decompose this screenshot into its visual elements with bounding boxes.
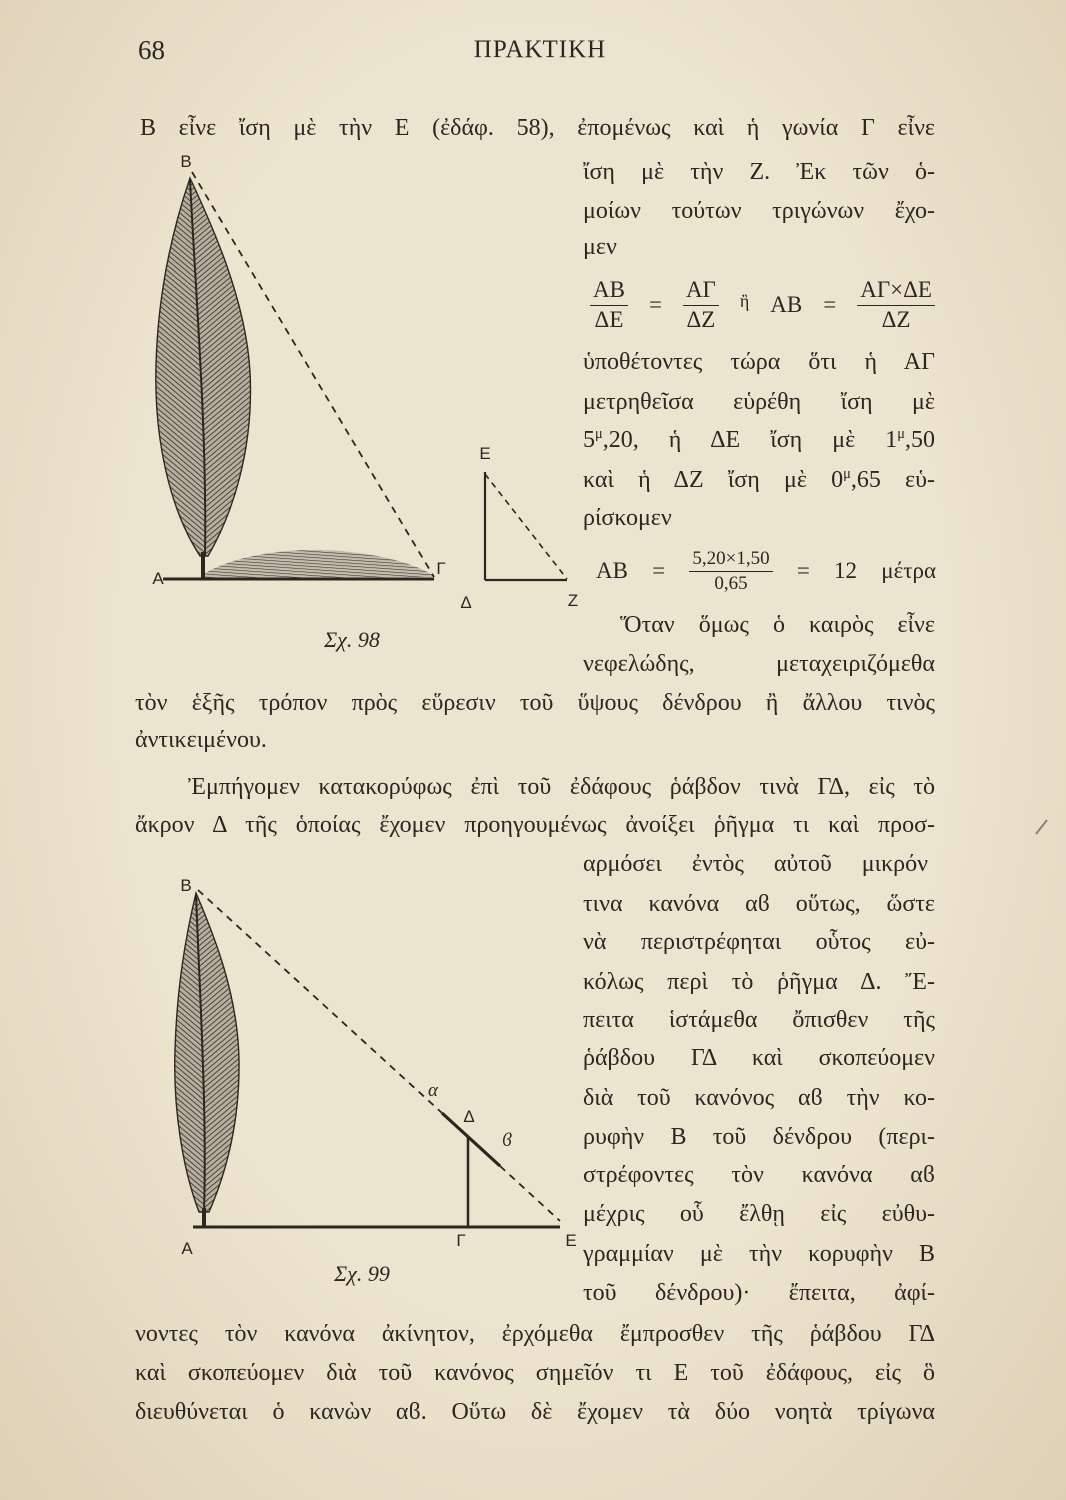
label-alpha-99: α [428,1080,438,1101]
text-line: νὰ περιστρέφηται οὗτος εὐ- [583,929,935,955]
text-line: μοίων τούτων τριγώνων ἔχο- [583,198,935,224]
text-line: νοντες τὸν κανόνα ἀκίνητον, ἐρχόμεθα ἔμπροσθεν τῆς ῥάβδου ΓΔ [135,1321,935,1347]
term-AB: ΑΒ [770,292,803,317]
equals-sign: = [648,292,662,317]
unit-superscript: μ [897,426,905,443]
numerator: ΑΒ [590,277,628,305]
figure-99-caption: Σχ. 99 [334,1261,390,1286]
label-D-98: Δ [460,593,472,612]
unit-superscript: μ [843,466,851,483]
text-line [583,461,935,499]
text-line: διευθύνεται ὁ κανὼν αϐ. Οὕτω δὲ ἔχομεν τὰ δύο νοητὰ τρίγωνα [135,1399,935,1425]
text-line: ῥάβδου ΓΔ καὶ σκοπεύομεν [583,1045,935,1071]
text-line: μεν [583,234,617,260]
label-E-98: Ε [479,444,491,463]
equation-proportion [590,276,935,334]
text-line: Β εἶνε ἴση μὲ τὴν Ε (ἐδάφ. 58), ἐπομένως καὶ ἡ γωνία Γ εἶνε [140,115,935,141]
label-beta-99: ϐ [502,1130,512,1151]
equals-sign: = [796,558,810,583]
running-head: ΠΡΑΚΤΙΚΗ [473,36,607,63]
label-Z-98: Ζ [567,591,579,610]
text-line: αρμόσει ἐντὸς αὐτοῦ μικρόν [583,851,928,877]
denominator: ΔΖ [881,306,911,332]
text-line: ρίσκομεν [583,505,672,531]
fraction-AG-DZ [683,277,719,333]
denominator: ΔΕ [594,306,624,332]
fraction-AB-DE [590,277,628,333]
text-line: ὑποθέτοντες τώρα ὅτι ἡ ΑΓ [583,349,935,375]
page-number: 68 [138,35,165,65]
text-run: ,20, ἡ ΔΕ ἴση μὲ 1 [602,427,898,453]
numerator: 5,20×1,50 [689,548,772,572]
text-line: στρέφοντες τὸν κανόνα αϐ [583,1162,935,1188]
tree-99 [175,893,239,1227]
text-line: μετρηθεῖσα εὑρέθη ἴση μὲ [583,389,935,415]
tree-98 [156,178,251,579]
text-line: τὸν ἑξῆς τρόπον πρὸς εὕρεσιν τοῦ ὕψους δένδρου ἢ ἄλλου τινὸς [135,690,935,716]
label-G-99: Γ [456,1231,466,1250]
figure-98 [152,152,578,612]
equation-result [596,540,936,602]
label-B-99: Β [180,876,192,895]
sight-line-dashed-99-lower [500,1166,560,1221]
text-run: καὶ ἡ ΔΖ ἴση μὲ 0 [583,467,844,493]
numerator: ΑΓ×ΔΕ [857,277,935,305]
text-line: πειτα ἱστάμεθα ὄπισθεν τῆς [583,1007,935,1033]
text-line: Ὅταν ὅμως ὁ καιρὸς εἶνε [620,612,935,638]
text-line: γραμμίαν μὲ τὴν κορυφὴν Β [583,1241,935,1267]
text-line: νεφελώδης, μεταχειριζόμεθα [583,651,935,677]
text-line: ἴση μὲ τὴν Ζ. Ἐκ τῶν ὁ- [583,159,935,185]
term-AB: ΑΒ [596,558,628,583]
figure-99 [175,876,577,1258]
text-line: ρυφὴν Β τοῦ δένδρου (περι- [583,1124,935,1150]
result-unit: μέτρα [881,558,936,583]
or-word: ἢ [739,290,750,311]
text-line: μέχρις οὗ ἔλθῃ εἰς εὐθυ- [583,1201,935,1227]
text-line [583,421,935,459]
fraction-calculation [689,548,772,595]
text-line: καὶ σκοπεύομεν διὰ τοῦ κανόνος σημεῖόν τι Ε τοῦ ἐδάφους, εἰς ὃ [135,1360,935,1386]
label-D-99: Δ [463,1107,475,1126]
label-A-99: Α [181,1239,193,1258]
label-E-99: Ε [565,1231,577,1250]
denominator: ΔΖ [686,306,716,332]
margin-pencil-mark [1036,820,1047,834]
label-A-98: Α [152,569,164,588]
text-run: ,65 εὑ- [850,467,936,493]
text-line: τινα κανόνα αϐ οὕτως, ὥστε [583,891,935,917]
text-line: κόλως περὶ τὸ ῥῆγμα Δ. Ἔ- [583,969,935,995]
text-line: ἀντικειμένου. [135,727,267,753]
unit-superscript: μ [595,426,603,443]
label-B-98: Β [180,152,192,171]
text-line: διὰ τοῦ κανόνος αϐ τὴν κο- [583,1085,935,1111]
text-run: ,50 [905,427,935,453]
result-value: 12 [834,558,858,583]
text-line: τοῦ δένδρου)· ἔπειτα, ἀφί- [583,1280,935,1306]
label-G-98: Γ [436,559,446,578]
figure-98-caption: Σχ. 98 [324,627,380,652]
text-line: ἄκρον Δ τῆς ὁποίας ἔχομεν προηγουμένως ἀνοίξει ῥῆγμα τι καὶ προσ- [135,812,935,838]
denominator: 0,65 [714,572,748,594]
equals-sign: = [652,558,666,583]
ray-EZ-dashed-98 [485,474,567,579]
text-run: 5 [583,427,595,453]
shadow-98 [205,550,436,578]
equals-sign: = [823,292,837,317]
fraction-AGxDE-DZ [857,277,935,333]
numerator: ΑΓ [683,277,719,305]
text-line: Ἐμπήγομεν κατακορύφως ἐπὶ τοῦ ἐδάφους ῥάβδον τινὰ ΓΔ, εἰς τὸ [188,774,935,800]
